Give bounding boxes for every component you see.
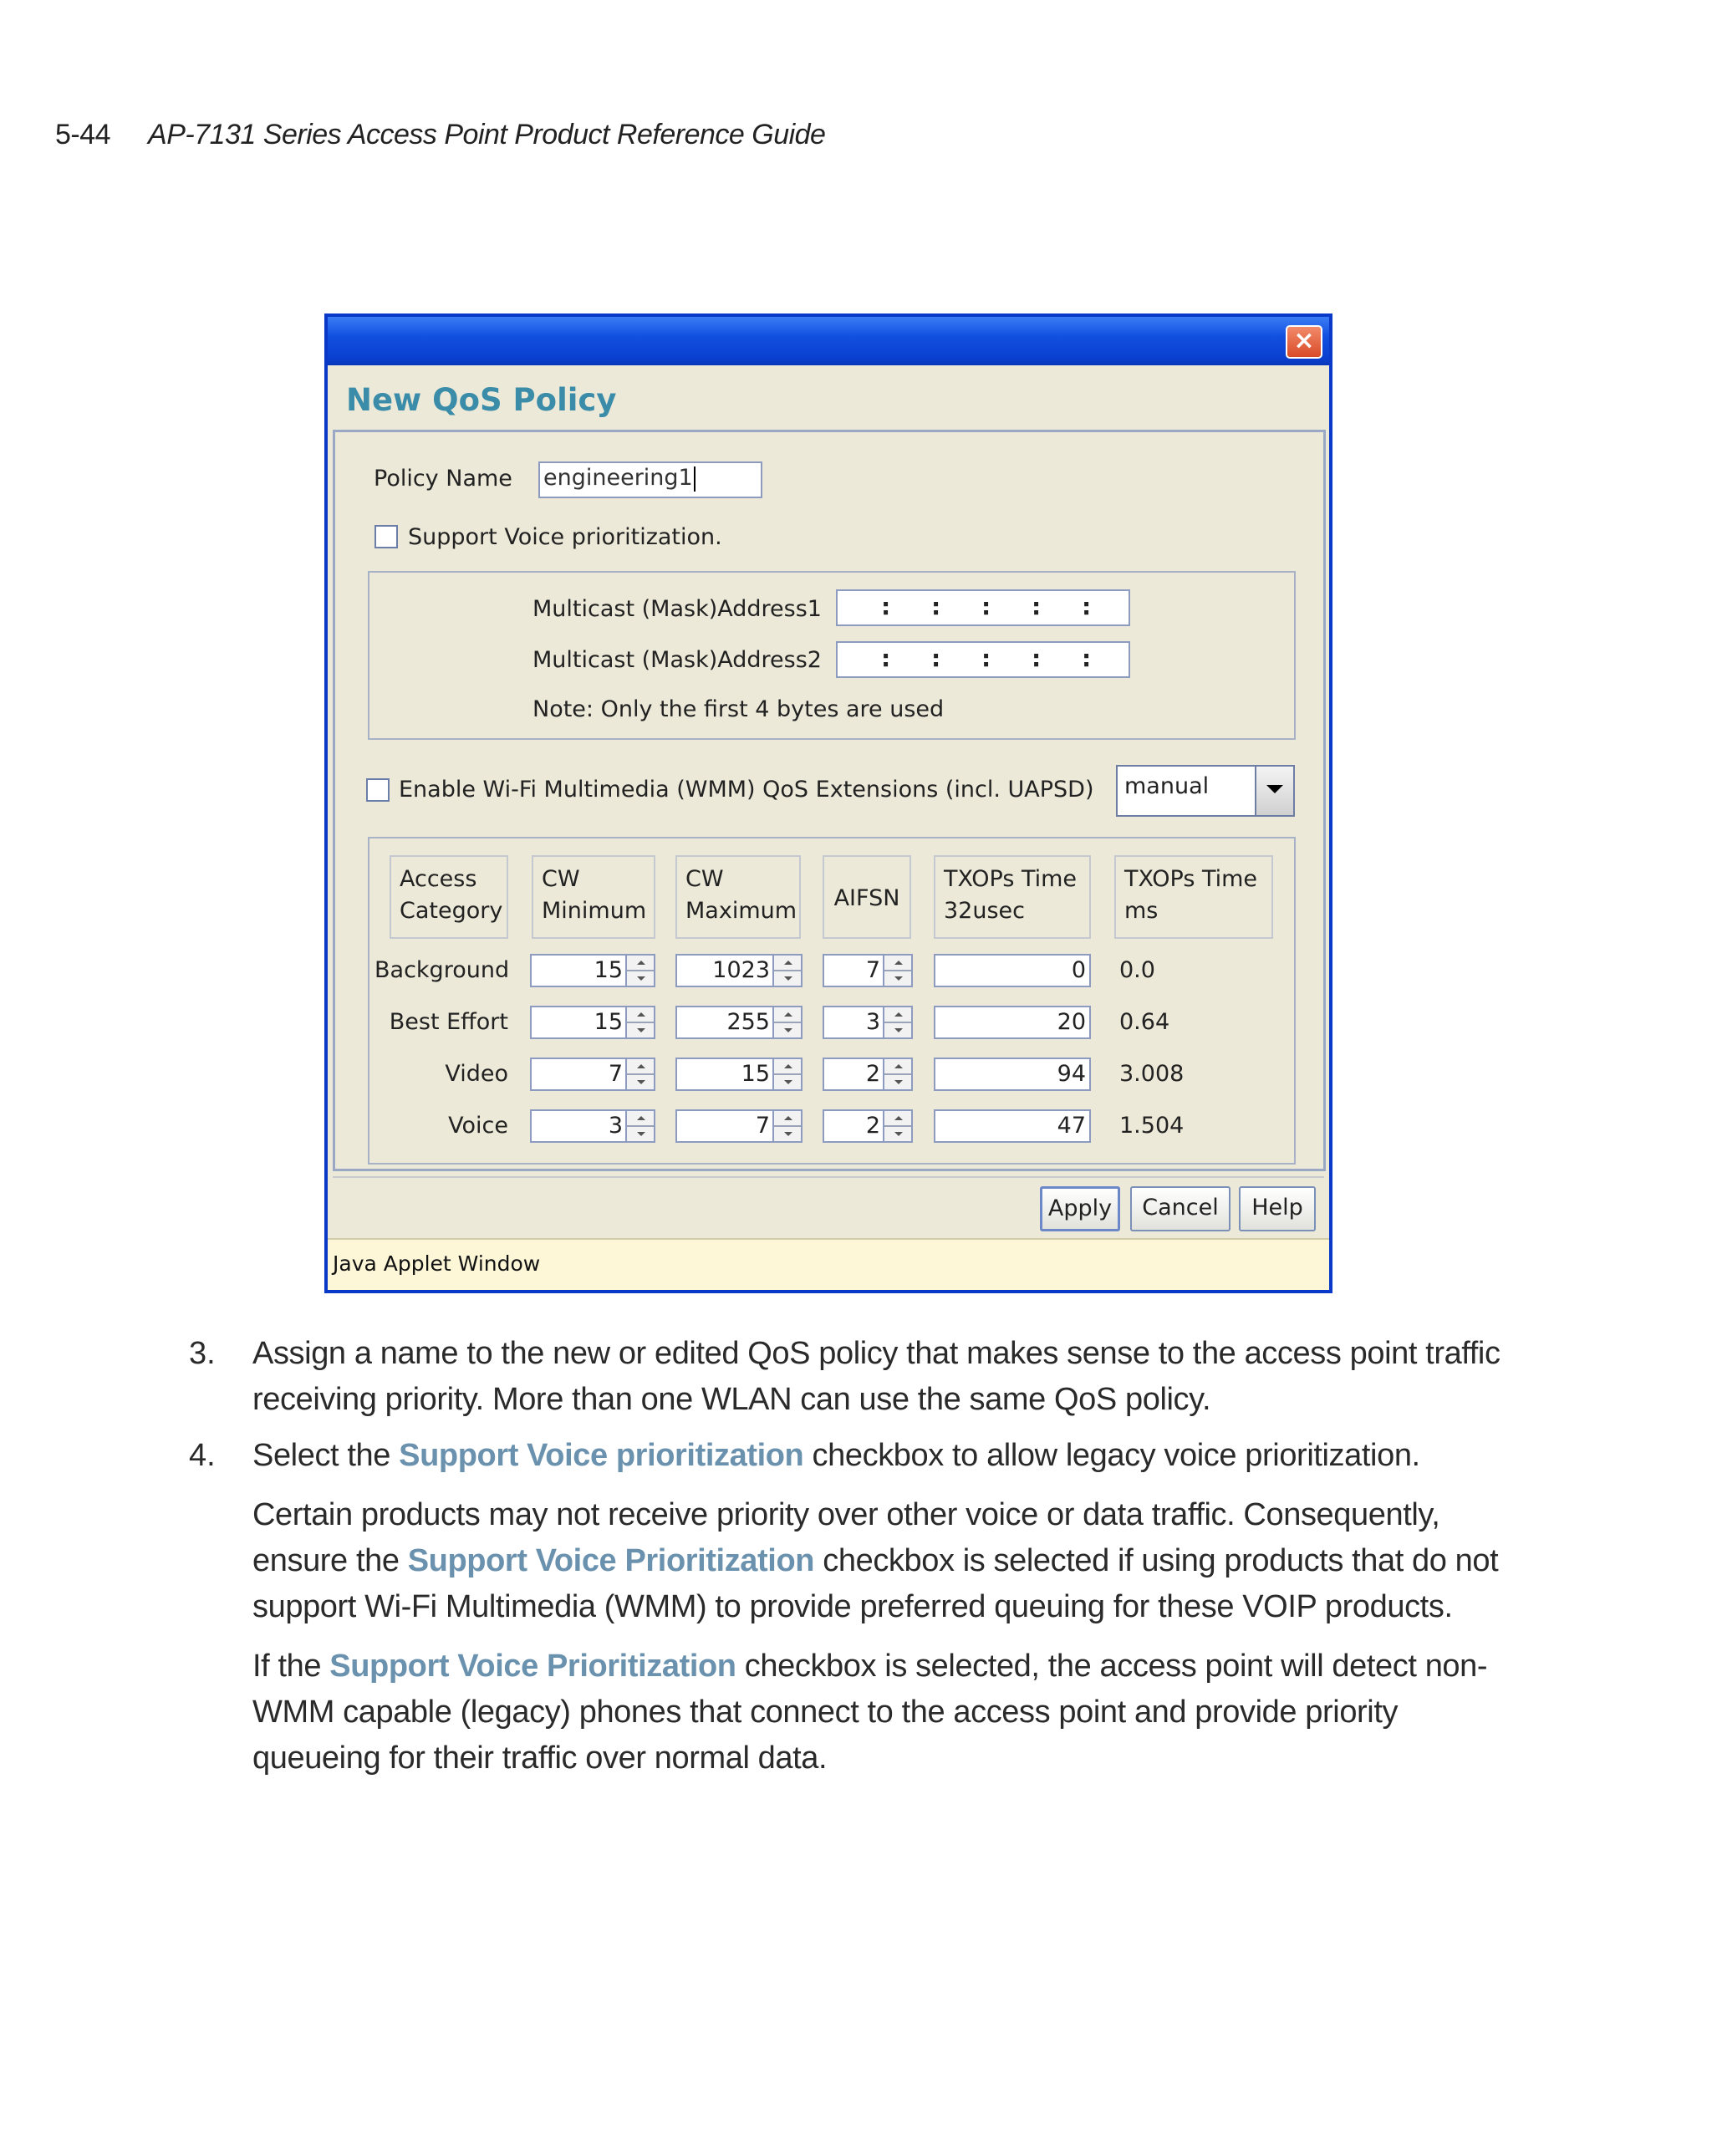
spinner-value[interactable]: 1023 (675, 954, 774, 987)
txop-ms-value: 1.504 (1119, 1113, 1185, 1139)
header-line: Maximum (685, 898, 797, 924)
aifsn-spinner[interactable] (823, 1006, 913, 1039)
keyword: Support Voice Prioritization (329, 1649, 736, 1684)
text-line: Certain products may not receive priority over other voice or data traffic. Consequently, (252, 1497, 1440, 1532)
header-line: TXOPs Time (1124, 866, 1258, 892)
spinner-arrows-icon[interactable] (774, 954, 802, 987)
status-bar (328, 1238, 1329, 1290)
wmm-label: Enable Wi-Fi Multimedia (WMM) QoS Extensions (incl. UAPSD) (399, 777, 1094, 803)
header-txop-32usec (934, 855, 1091, 939)
spinner-arrows-icon[interactable] (774, 1058, 802, 1091)
txop-32usec-input[interactable]: 0 (934, 954, 1091, 987)
text-run: ensure the (252, 1543, 408, 1578)
text-line: queueing for their traffic over normal data. (252, 1741, 828, 1776)
spinner-arrows-icon[interactable] (627, 954, 655, 987)
list-number: 3. (189, 1336, 216, 1371)
txop-ms-value: 0.0 (1119, 957, 1155, 983)
mac-sep: : (1032, 593, 1042, 620)
cw-max-spinner[interactable] (675, 954, 802, 987)
spinner-value[interactable]: 7 (823, 954, 884, 987)
spinner-value[interactable]: 7 (675, 1109, 774, 1143)
policy-name-input[interactable] (538, 461, 762, 498)
spinner-arrows-icon[interactable] (627, 1109, 655, 1143)
spinner-arrows-icon[interactable] (627, 1006, 655, 1039)
cw-min-spinner[interactable] (530, 1006, 655, 1039)
list-number: 4. (189, 1438, 216, 1473)
text-run: If the (252, 1649, 330, 1684)
support-voice-label: Support Voice prioritization. (408, 524, 722, 550)
mac-sep: : (931, 645, 941, 672)
multicast1-label: Multicast (Mask)Address1 (532, 596, 822, 622)
spinner-arrows-icon[interactable] (884, 1006, 913, 1039)
header-line: TXOPs Time (944, 866, 1078, 892)
mac-sep: : (1082, 645, 1092, 672)
spinner-arrows-icon[interactable] (774, 1006, 802, 1039)
row-label-video: Video (445, 1061, 508, 1087)
row-label-voice: Voice (448, 1113, 508, 1139)
row-label-background: Background (374, 957, 510, 983)
header-line: 32usec (944, 898, 1025, 924)
multicast-group (368, 571, 1296, 740)
paragraph-1 (252, 1492, 1590, 1630)
main-panel (333, 430, 1326, 1171)
policy-name-value: engineering1 (543, 465, 693, 491)
spinner-arrows-icon[interactable] (884, 1058, 913, 1091)
spinner-value[interactable]: 3 (823, 1006, 884, 1039)
spinner-value[interactable]: 2 (823, 1109, 884, 1143)
spinner-value[interactable]: 15 (675, 1058, 774, 1091)
header-line: Minimum (542, 898, 647, 924)
keyword: Support Voice prioritization (399, 1438, 804, 1473)
aifsn-spinner[interactable] (823, 1058, 913, 1091)
text-run: Select the (252, 1438, 400, 1473)
apply-button[interactable]: Apply (1040, 1186, 1120, 1231)
support-voice-checkbox[interactable] (374, 525, 398, 548)
keyword: Support Voice Prioritization (407, 1543, 815, 1578)
txop-32usec-input[interactable]: 47 (934, 1109, 1091, 1143)
header-line: Access (400, 866, 477, 892)
txop-ms-value: 0.64 (1119, 1009, 1170, 1035)
text-line: receiving priority. More than one WLAN can use the same QoS policy. (252, 1382, 1211, 1417)
header-txop-ms (1114, 855, 1273, 939)
mac-sep: : (981, 593, 991, 620)
header-cw-max (675, 855, 801, 939)
cw-min-spinner[interactable] (530, 954, 655, 987)
txop-32usec-input[interactable]: 94 (934, 1058, 1091, 1091)
text-line: WMM capable (legacy) phones that connect to the access point and provide priority (252, 1695, 1399, 1730)
multicast1-input[interactable] (836, 589, 1130, 626)
multicast2-label: Multicast (Mask)Address2 (532, 647, 822, 673)
guide-title: AP-7131 Series Access Point Product Reference Guide (148, 119, 826, 150)
spinner-arrows-icon[interactable] (627, 1058, 655, 1091)
status-text: Java Applet Window (333, 1251, 541, 1276)
spinner-value[interactable]: 15 (530, 1006, 627, 1039)
spinner-arrows-icon[interactable] (884, 954, 913, 987)
header-access-category (390, 855, 508, 939)
header-line: CW (685, 866, 724, 892)
mac-sep: : (1082, 593, 1092, 620)
spinner-value[interactable]: 3 (530, 1109, 627, 1143)
chevron-down-icon[interactable] (1255, 767, 1293, 815)
header-line: ms (1124, 898, 1159, 924)
help-button[interactable]: Help (1239, 1186, 1316, 1231)
wmm-table-group (368, 837, 1296, 1165)
multicast-note: Note: Only the first 4 bytes are used (532, 696, 945, 722)
cw-max-spinner[interactable] (675, 1109, 802, 1143)
multicast2-input[interactable] (836, 641, 1130, 678)
header-aifsn: AIFSN (823, 855, 911, 939)
divider (333, 1176, 1324, 1178)
spinner-value[interactable]: 15 (530, 954, 627, 987)
header-line: CW (542, 866, 580, 892)
spinner-value[interactable]: 7 (530, 1058, 627, 1091)
wmm-mode-select[interactable] (1116, 765, 1295, 817)
txop-32usec-input[interactable]: 20 (934, 1006, 1091, 1039)
txop-ms-value: 3.008 (1119, 1061, 1185, 1087)
cw-max-spinner[interactable] (675, 1058, 802, 1091)
cw-min-spinner[interactable] (530, 1058, 655, 1091)
aifsn-spinner[interactable] (823, 1109, 913, 1143)
text-run: checkbox is selected if using products that do not (814, 1543, 1499, 1578)
header-cw-min (532, 855, 655, 939)
policy-name-label: Policy Name (374, 466, 512, 492)
spinner-arrows-icon[interactable] (884, 1109, 913, 1143)
text-line: support Wi-Fi Multimedia (WMM) to provide preferred queuing for these VOIP products. (252, 1589, 1453, 1624)
mac-sep: : (881, 593, 891, 620)
spinner-value[interactable]: 2 (823, 1058, 884, 1091)
mac-sep: : (981, 645, 991, 672)
cw-max-spinner[interactable] (675, 1006, 802, 1039)
dialog-title: New QoS Policy (346, 382, 617, 418)
header-line: Category (400, 898, 503, 924)
text-line (252, 1644, 1590, 1690)
wmm-mode-value: manual (1124, 773, 1210, 799)
qos-policy-dialog (324, 313, 1332, 1293)
mac-sep: : (931, 593, 941, 620)
text-line: Assign a name to the new or edited QoS policy that makes sense to the access point traffic (252, 1336, 1501, 1371)
cancel-button[interactable]: Cancel (1130, 1186, 1230, 1231)
text-run: checkbox to allow legacy voice prioritization. (803, 1438, 1420, 1473)
step-3-text (252, 1331, 1557, 1423)
page-header (55, 119, 825, 151)
mac-sep: : (881, 645, 891, 672)
text-caret (694, 466, 696, 492)
aifsn-spinner[interactable] (823, 954, 913, 987)
mac-sep: : (1032, 645, 1042, 672)
paragraph-2 (252, 1644, 1590, 1781)
spinner-arrows-icon[interactable] (774, 1109, 802, 1143)
row-label-best-effort: Best Effort (389, 1009, 508, 1035)
cw-min-spinner[interactable] (530, 1109, 655, 1143)
wmm-checkbox[interactable] (366, 778, 390, 802)
text-line (252, 1538, 1590, 1584)
close-icon[interactable]: × (1286, 325, 1322, 359)
text-run: checkbox is selected, the access point will detect non- (736, 1649, 1488, 1684)
step-4-text (252, 1433, 1557, 1479)
spinner-value[interactable]: 255 (675, 1006, 774, 1039)
page-number: 5-44 (55, 119, 111, 150)
dialog-titlebar (328, 317, 1329, 365)
